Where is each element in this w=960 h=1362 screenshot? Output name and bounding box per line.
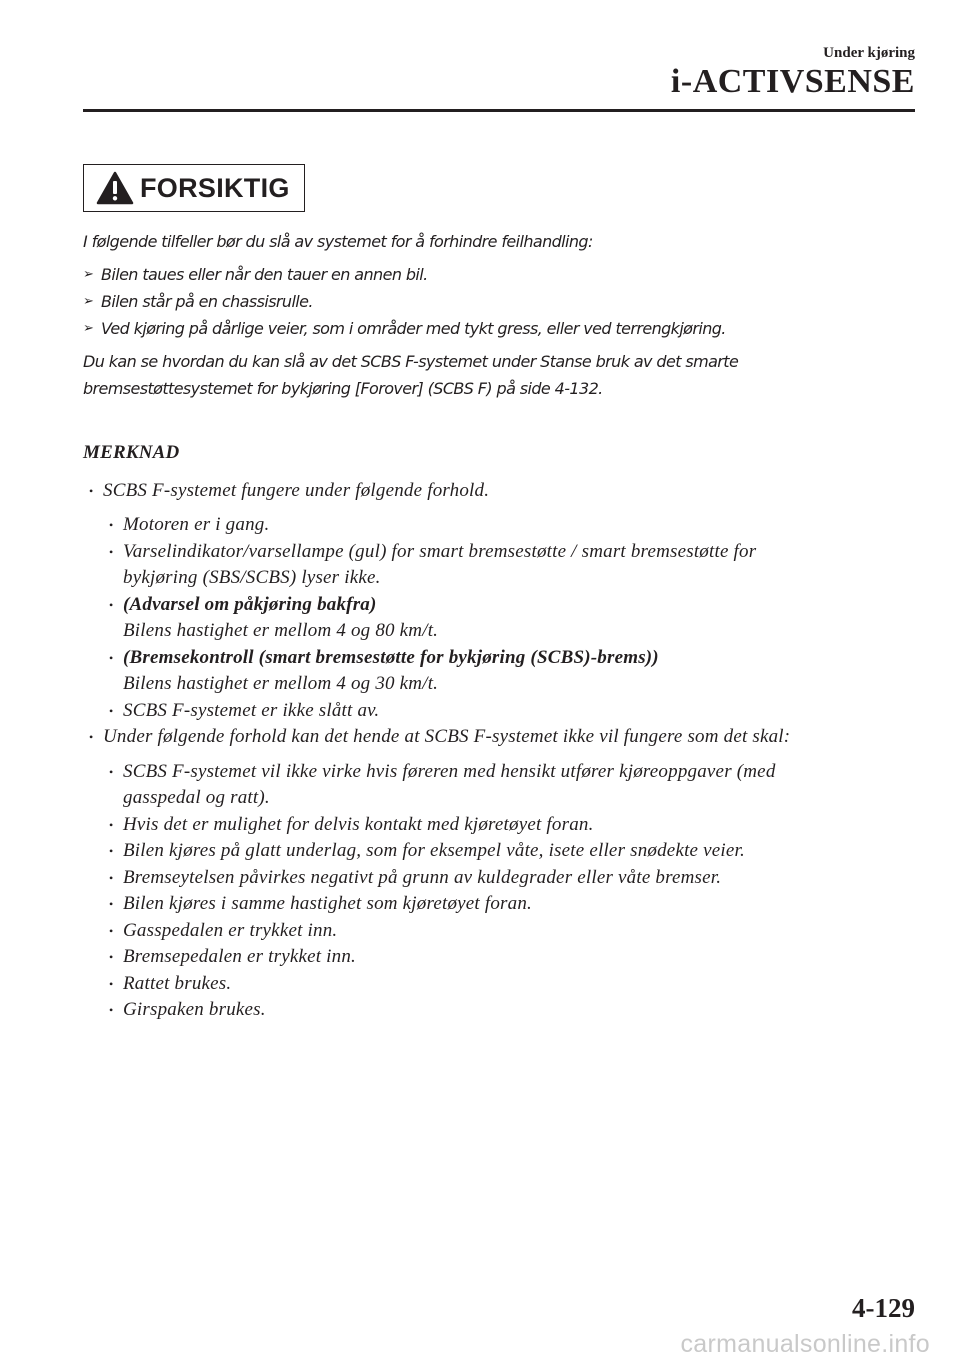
bullet-dot-icon: • [109, 976, 114, 991]
caution-list-item [83, 261, 915, 288]
bullet-dot-icon: • [109, 703, 114, 718]
caution-list [83, 261, 915, 342]
bullet-dot-icon: • [89, 483, 94, 498]
note-bullet-level2 [109, 539, 918, 592]
note-bullet-level2 [109, 944, 918, 971]
note-subitem-block [123, 645, 659, 698]
note-subitem-text: Gasspedalen er trykket inn. [123, 919, 338, 941]
bullet-dot-icon: • [109, 764, 114, 779]
note-bullet-level2 [109, 918, 918, 945]
caution-list-item [83, 288, 915, 315]
note-subitem-text: SCBS F-systemet vil ikke virke hvis føreren med hensikt utfører kjøreoppgaver (med [123, 760, 776, 782]
caution-list-item [83, 315, 915, 342]
note-subitem-block [123, 592, 438, 645]
note-bullet-level2 [109, 865, 918, 892]
bullet-dot-icon: • [109, 870, 114, 885]
note-subitem-text: Rattet brukes. [123, 972, 232, 994]
note-subitem-text: Bilens hastighet er mellom 4 og 30 km/t. [123, 673, 439, 694]
bullet-dot-icon: • [89, 730, 94, 744]
note-subitem-block [123, 539, 756, 592]
note-bullet-text: Under følgende forhold kan det hende at SCBS F-systemet ikke vil fungere som det skal: [103, 726, 791, 747]
note-bullet-level2 [109, 645, 918, 698]
bullet-dot-icon: • [109, 597, 114, 612]
note-subitem-text: Hvis det er mulighet for delvis kontakt med kjøretøyet foran. [123, 813, 594, 835]
note-bullet-level1 [89, 724, 918, 751]
arrow-bullet-icon: ➢ [83, 321, 94, 336]
caution-box [83, 164, 305, 212]
note-subitem-text: Bilen kjøres i samme hastighet som kjøretøyet foran. [123, 893, 532, 914]
header-rule [83, 109, 915, 112]
note-subitem-text: Girspaken brukes. [123, 999, 266, 1020]
note-bullet-level2 [109, 971, 918, 998]
note-subitem-text: Bilen kjøres på glatt underlag, som for eksempel våte, isete eller snødekte veier. [123, 840, 745, 861]
note-subitem-text: Bremseytelsen påvirkes negativt på grunn av kuldegrader eller våte bremser. [123, 866, 722, 888]
watermark: carmanualsonline.info [680, 1330, 930, 1358]
spacer [83, 504, 918, 512]
arrow-bullet-icon: ➢ [83, 267, 94, 282]
caution-content [83, 228, 915, 402]
note-bullet-level2 [109, 759, 918, 812]
note-bullet-level2 [109, 838, 918, 865]
caution-item-text: Bilen taues eller når den tauer en annen bil. [101, 265, 428, 284]
spacer [83, 751, 918, 759]
note-bullet-level2 [109, 812, 918, 839]
note-subitem-heading: (Bremsekontroll (smart bremsestøtte for bykjøring (SCBS)-brems)) [123, 646, 659, 668]
bullet-dot-icon: • [109, 1003, 114, 1017]
bullet-dot-icon: • [109, 650, 114, 665]
note-subitem-block [123, 759, 776, 812]
note-bullet-level2 [109, 891, 918, 918]
note-subitem-text: bykjøring (SBS/SCBS) lyser ikke. [123, 567, 381, 588]
bullet-dot-icon: • [109, 817, 114, 832]
note-bullet-level2 [109, 512, 918, 539]
caution-intro: I følgende tilfeller bør du slå av systemet for å forhindre feilhandling: [83, 232, 593, 251]
running-header-section: Under kjøring [823, 45, 915, 61]
caution-item-text: Ved kjøring på dårlige veier, som i områder med tykt gress, eller ved terrengkjøring. [101, 319, 726, 338]
bullet-dot-icon: • [109, 518, 114, 532]
bullet-dot-icon: • [109, 950, 114, 964]
bullet-dot-icon: • [109, 844, 114, 858]
note-bullet-level2 [109, 997, 918, 1024]
note-bullet-level2 [109, 698, 918, 725]
warning-triangle-icon [96, 171, 134, 205]
note-bullet-text: SCBS F-systemet fungere under følgende forhold. [103, 479, 490, 501]
note-area [83, 440, 918, 1024]
caution-reference-line: bremsestøttesystemet for bykjøring [Forover] (SCBS F) på side 4-132. [83, 379, 603, 398]
note-bullet-level2 [109, 592, 918, 645]
note-subitem-text: Bremsepedalen er trykket inn. [123, 946, 357, 967]
note-subitem-text: SCBS F-systemet er ikke slått av. [123, 699, 380, 721]
page-number: 4-129 [852, 1293, 915, 1323]
note-bullet-level1 [89, 478, 918, 505]
note-subitem-text: gasspedal og ratt). [123, 787, 270, 808]
note-subitem-text: Bilens hastighet er mellom 4 og 80 km/t. [123, 620, 439, 641]
note-subitem-text: Motoren er i gang. [123, 514, 270, 535]
caution-reference-line: Du kan se hvordan du kan slå av det SCBS F-systemet under Stanse bruk av det smarte [83, 352, 739, 371]
bullet-dot-icon: • [109, 897, 114, 911]
arrow-bullet-icon: ➢ [83, 294, 94, 309]
bullet-dot-icon: • [109, 923, 114, 938]
note-subitem-text: Varselindikator/varsellampe (gul) for smart bremsestøtte / smart bremsestøtte for [123, 540, 757, 562]
caution-label: FORSIKTIG [140, 172, 290, 203]
note-title: MERKNAD [83, 442, 180, 463]
bullet-dot-icon: • [109, 544, 114, 559]
caution-item-text: Bilen står på en chassisrulle. [101, 292, 313, 311]
running-header-title: i-ACTIVSENSE [670, 63, 915, 100]
note-subitem-heading: (Advarsel om påkjøring bakfra) [123, 593, 377, 615]
